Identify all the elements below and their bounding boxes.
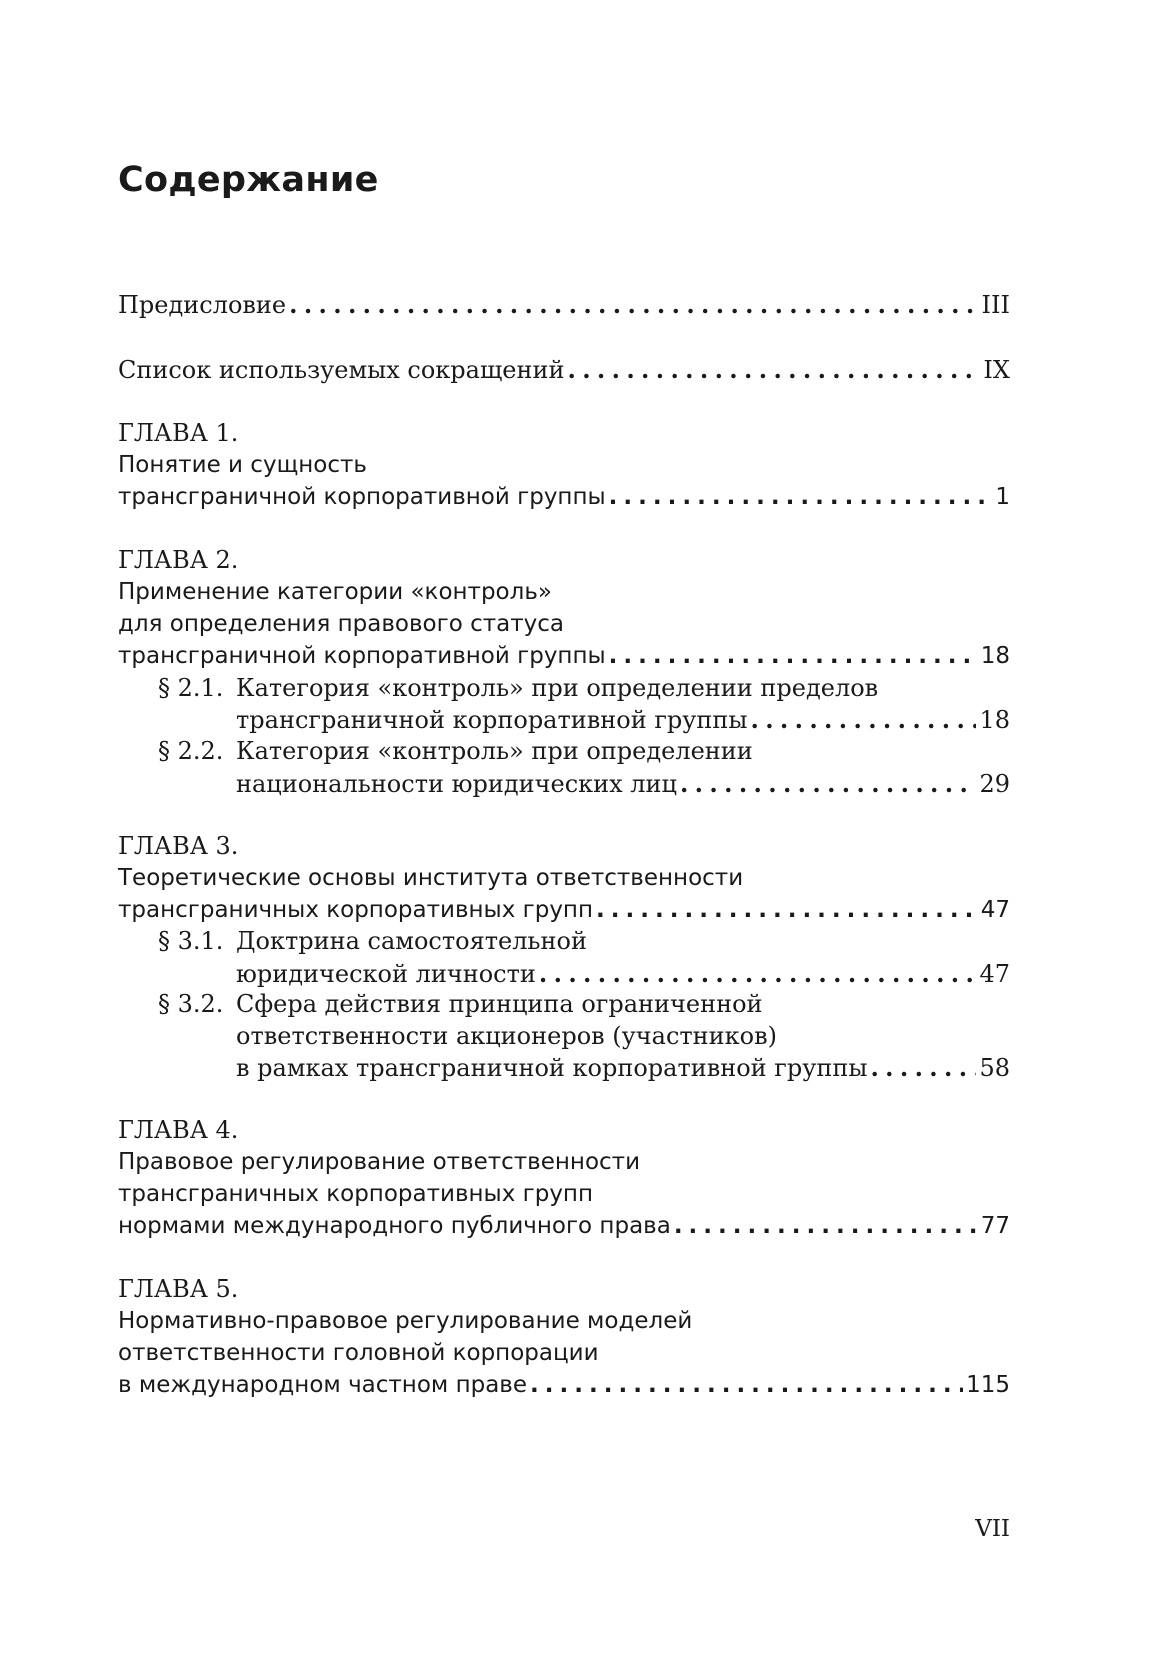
toc-entry-section-2-2[interactable]	[236, 767, 1010, 800]
chapter-4-title-line: нормами международного публичного права	[118, 1213, 671, 1239]
toc-page-number: 115	[966, 1372, 1010, 1398]
dot-leader	[596, 894, 978, 927]
toc-page-number: 77	[980, 1213, 1010, 1239]
chapter-5-title-line: в международном частном праве	[118, 1372, 528, 1398]
toc-entry-label: Предисловие	[118, 291, 287, 319]
section-title: национальности юридических лиц	[236, 770, 677, 798]
section-3-2-line[interactable]	[158, 988, 1010, 1021]
chapter-2-title-line[interactable]: для определения правового статуса	[118, 611, 564, 637]
section-number: § 3.2.	[158, 990, 224, 1018]
toc-entry-chapter-2[interactable]	[118, 640, 1010, 673]
chapter-3-title-line[interactable]: Теоретические основы института ответственности	[118, 865, 744, 891]
dot-leader	[530, 1369, 963, 1402]
chapter-1-label: ГЛАВА 1.	[118, 419, 239, 447]
dot-leader	[609, 640, 978, 673]
toc-page-number: III	[981, 291, 1010, 319]
section-number: § 2.1.	[158, 674, 224, 702]
section-title: в рамках трансграничной корпоративной группы	[236, 1054, 868, 1082]
toc-entry-label: Список используемых сокращений	[118, 356, 565, 384]
chapter-4-label: ГЛАВА 4.	[118, 1116, 239, 1144]
chapter-1-title-line[interactable]: Понятие и сущность	[118, 452, 367, 478]
section-2-2-line[interactable]	[158, 735, 1010, 768]
toc-entry-section-2-1[interactable]	[236, 703, 1010, 736]
dot-leader	[751, 703, 977, 736]
chapter-3-label: ГЛАВА 3.	[118, 832, 239, 860]
chapter-2-label: ГЛАВА 2.	[118, 546, 239, 574]
page-title: Содержание	[118, 160, 379, 200]
dot-leader	[289, 288, 978, 321]
chapter-3-title-line: трансграничных корпоративных групп	[118, 897, 594, 923]
section-title: Доктрина самостоятельной	[236, 927, 587, 955]
section-number: § 2.2.	[158, 737, 224, 765]
toc-page-number: 47	[979, 960, 1010, 988]
dot-leader	[680, 767, 976, 800]
toc-page-number: 47	[980, 897, 1010, 923]
dot-leader	[539, 957, 977, 990]
section-title: Категория «контроль» при определении	[236, 737, 753, 765]
section-title: трансграничной корпоративной группы	[236, 706, 748, 734]
dot-leader	[674, 1210, 978, 1243]
toc-entry-abbreviations[interactable]	[118, 353, 1010, 386]
section-3-1-line[interactable]	[158, 925, 1010, 958]
section-3-2-title-line[interactable]: ответственности акционеров (участников)	[236, 1022, 777, 1050]
section-title: Сфера действия принципа ограниченной	[236, 990, 763, 1018]
toc-entry-section-3-2[interactable]	[236, 1051, 1010, 1084]
chapter-5-title-line[interactable]: ответственности головной корпорации	[118, 1340, 599, 1366]
toc-page-number: 1	[995, 484, 1010, 510]
toc-page-number: 18	[979, 706, 1010, 734]
section-title: Категория «контроль» при определении пределов	[236, 674, 879, 702]
dot-leader	[609, 481, 993, 514]
section-number: § 3.1.	[158, 927, 224, 955]
toc-entry-chapter-3[interactable]	[118, 894, 1010, 927]
section-title: юридической личности	[236, 960, 536, 988]
toc-page-number: 18	[980, 643, 1010, 669]
toc-page-number: 29	[979, 770, 1010, 798]
chapter-4-title-line[interactable]: трансграничных корпоративных групп	[118, 1181, 594, 1207]
chapter-5-title-line[interactable]: Нормативно-правовое регулирование моделей	[118, 1308, 693, 1334]
section-2-1-line[interactable]	[158, 672, 1010, 705]
chapter-5-label: ГЛАВА 5.	[118, 1275, 239, 1303]
dot-leader	[567, 353, 980, 386]
page-number-footer: VII	[975, 1516, 1010, 1542]
toc-page-number: 58	[979, 1054, 1010, 1082]
toc-page-number: IX	[983, 356, 1010, 384]
toc-entry-chapter-5[interactable]	[118, 1369, 1010, 1402]
toc-entry-chapter-4[interactable]	[118, 1210, 1010, 1243]
chapter-2-title-line[interactable]: Применение категории «контроль»	[118, 579, 552, 605]
toc-entry-preface[interactable]	[118, 288, 1010, 321]
dot-leader	[870, 1051, 976, 1084]
chapter-2-title-line: трансграничной корпоративной группы	[118, 643, 606, 669]
chapter-4-title-line[interactable]: Правовое регулирование ответственности	[118, 1149, 641, 1175]
toc-entry-section-3-1[interactable]	[236, 957, 1010, 990]
toc-entry-chapter-1[interactable]	[118, 481, 1010, 514]
chapter-1-title-line: трансграничной корпоративной группы	[118, 484, 606, 510]
